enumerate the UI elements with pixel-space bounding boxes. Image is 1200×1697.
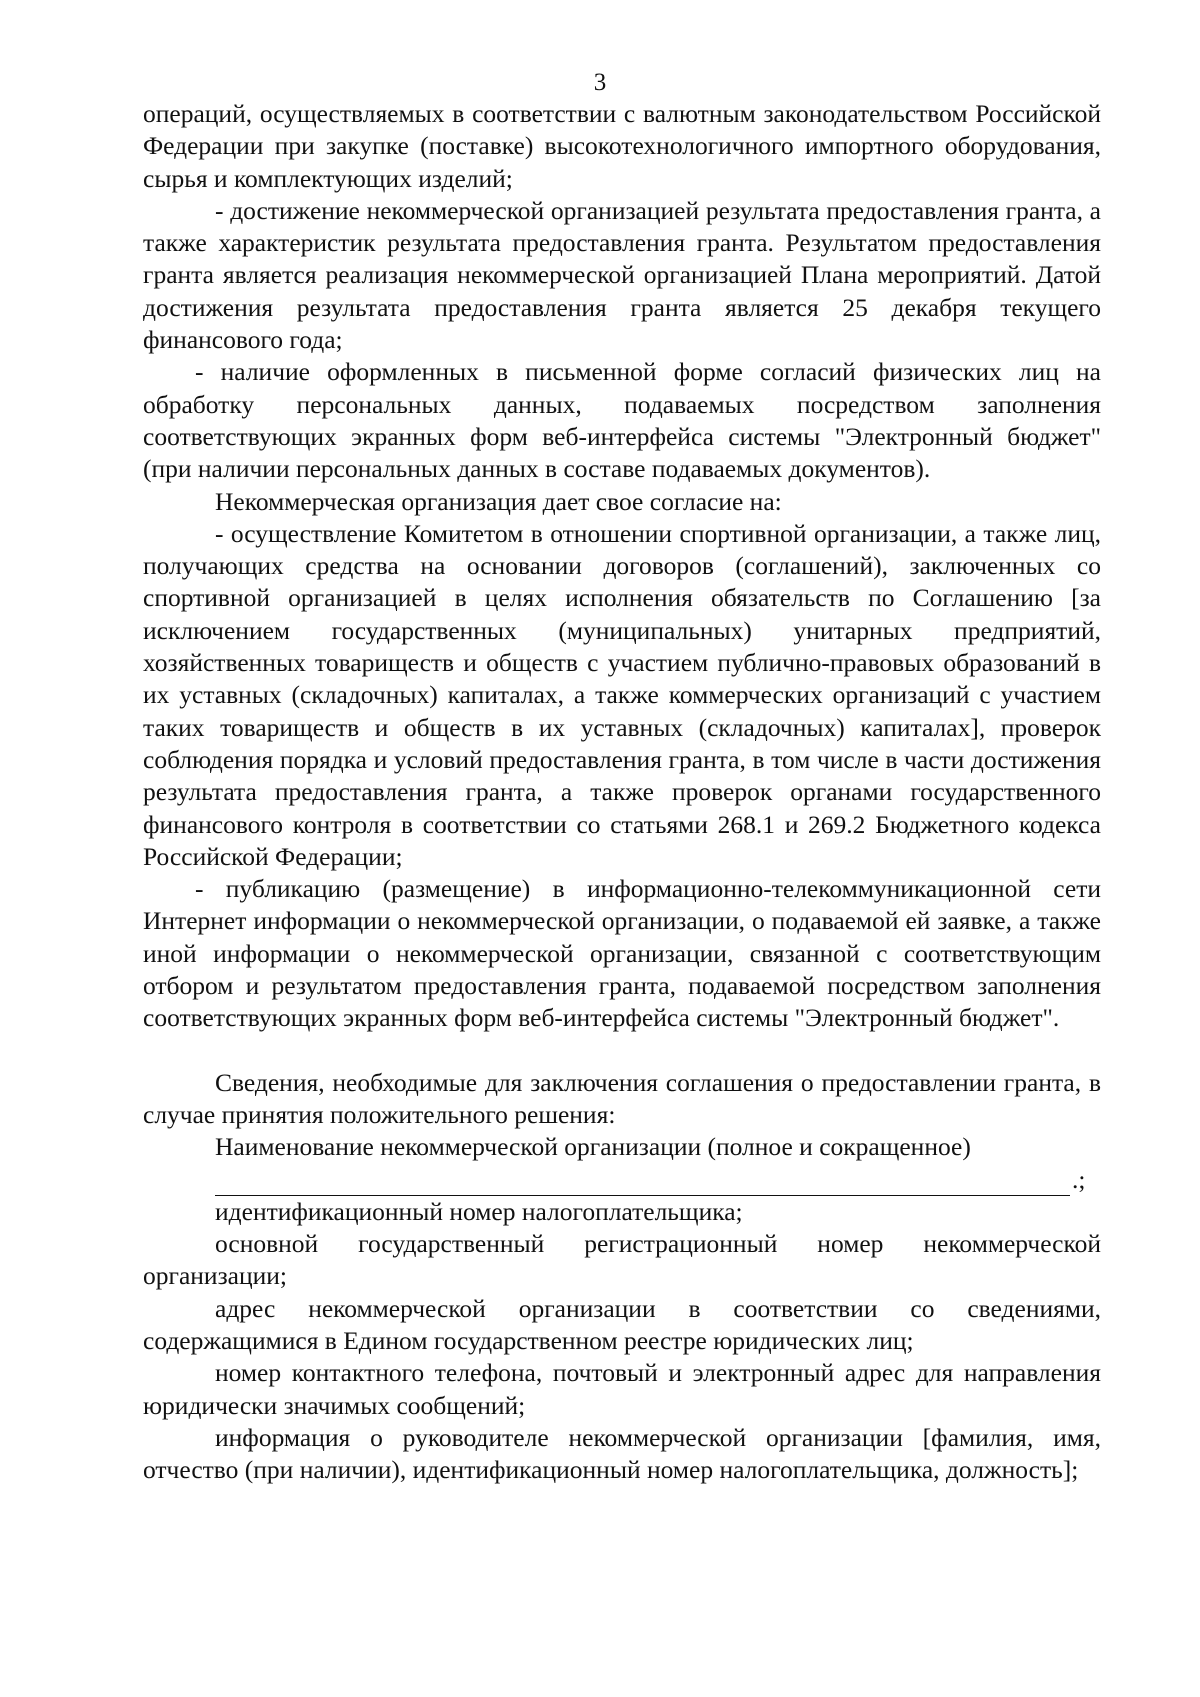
fill-in-terminator: .; — [1072, 1164, 1086, 1194]
paragraph-personal-data-consent: - наличие оформленных в письменной форме согласий физических лиц на обработку персональных данных, подаваемых посредством заполнения соответствующих экранных форм веб-интерфейса системы "Электронный бюджет" (при наличии персональных данных в составе подаваемых документов). — [143, 357, 1101, 484]
paragraph-agreement-info: Сведения, необходимые для заключения соглашения о предоставлении гранта, в случае принятия положительного решения: — [143, 1067, 1101, 1129]
field-label-address: адрес некоммерческой организации в соответствии со сведениями, содержащимися в Едином государственном реестре юридических лиц; — [143, 1293, 1101, 1355]
field-label-director-info: информация о руководителе некоммерческой организации [фамилия, имя, отчество (при наличии), идентификационный номер налогоплательщика, должность]; — [143, 1422, 1101, 1485]
paragraph-currency-operations: операций, осуществляемых в соответствии с валютным законодательством Российской Федерации при закупке (поставке) высокотехнологичного импортного оборудования, сырья и комплектующих изделий; — [143, 99, 1101, 193]
paragraph-consent-heading: Некоммерческая организация дает свое согласие на: — [215, 486, 782, 516]
page-number: 3 — [593, 69, 607, 96]
paragraph-grant-result: - достижение некоммерческой организацией результата предоставления гранта, а также характеристик результата предоставления гранта. Результатом предоставления гранта является реализация некоммерческой организацией Плана мероприятий. Датой достижения результата предоставления гранта является 25 декабря текущего финансового года; — [143, 195, 1101, 355]
paragraph-spacer — [143, 1035, 1101, 1067]
field-label-contacts: номер контактного телефона, почтовый и электронный адрес для направления юридически значимых сообщений; — [143, 1358, 1101, 1420]
field-label-organization-name: Наименование некоммерческой организации (полное и сокращенное) — [215, 1132, 971, 1162]
paragraph-publication-consent: - публикацию (размещение) в информационно-телекоммуникационной сети Интернет информации о некоммерческой организации, о подаваемой ей заявке, а также иной информации о некоммерческой организации, связанной с соответствующим отбором и результатом предоставления гранта, подаваемой посредством заполнения соответствующих экранных форм веб-интерфейса системы "Электронный бюджет". — [143, 874, 1101, 1033]
fill-in-underline — [215, 1173, 1070, 1196]
field-label-ogrn: основной государственный регистрационный номер некоммерческой организации; — [143, 1229, 1101, 1291]
document-body — [143, 98, 1101, 1486]
field-label-inn: идентификационный номер налогоплательщика; — [215, 1196, 743, 1226]
organization-name-blank — [143, 1164, 1101, 1196]
paragraph-committee-inspections: - осуществление Комитетом в отношении спортивной организации, а также лиц, получающих средства на основании договоров (соглашений), заключенных со спортивной организацией в целях исполнения обязательств по Соглашению [за исключением государственных (муниципальных) унитарных предприятий, хозяйственных товариществ и обществ с участием публично-правовых образований в их уставных (складочных) капиталах, а также коммерческих организаций с участием таких товариществ и обществ в их уставных (складочных) капиталах], проверок соблюдения порядка и условий предоставления гранта, в том числе в части достижения результата предоставления гранта, а также проверок органами государственного финансового контроля в соответствии со статьями 268.1 и 269.2 Бюджетного кодекса Российской Федерации; — [143, 518, 1101, 871]
